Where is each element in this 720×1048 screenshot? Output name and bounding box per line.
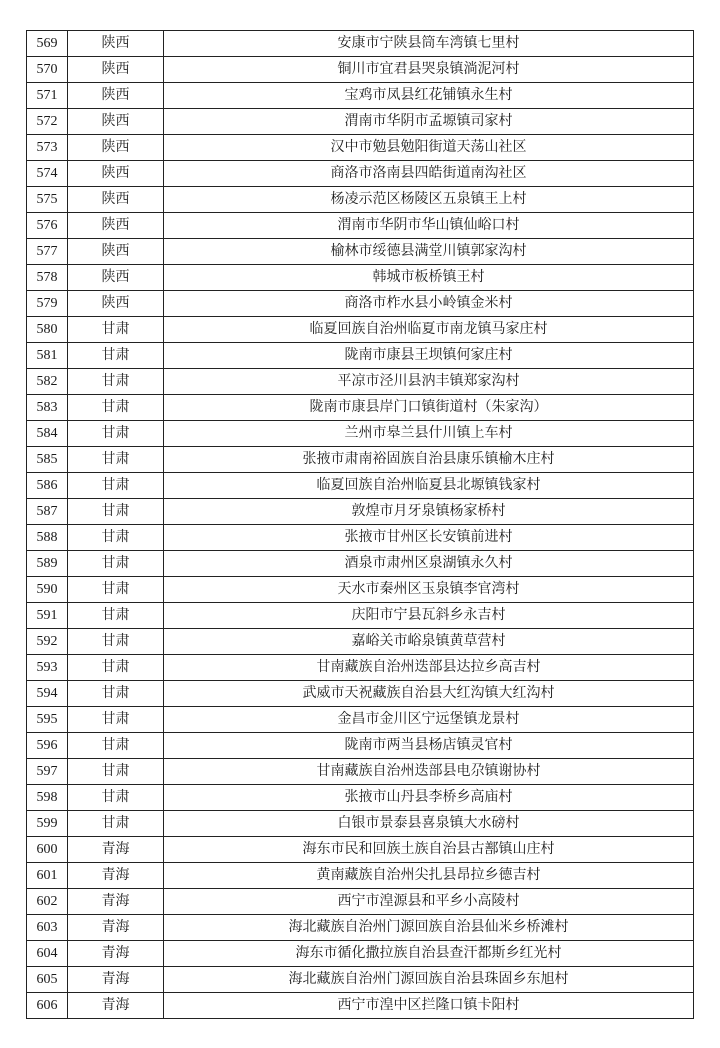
- village-name-cell: 西宁市湟中区拦隆口镇卡阳村: [164, 993, 694, 1019]
- row-number-cell: 594: [27, 681, 68, 707]
- table-row: [27, 161, 694, 187]
- row-number-cell: 591: [27, 603, 68, 629]
- village-name-cell: 陇南市康县岸门口镇街道村（朱家沟）: [164, 395, 694, 421]
- village-name-cell: 临夏回族自治州临夏市南龙镇马家庄村: [164, 317, 694, 343]
- row-number-cell: 606: [27, 993, 68, 1019]
- table-row: [27, 811, 694, 837]
- village-name-cell: 海东市民和回族土族自治县古鄯镇山庄村: [164, 837, 694, 863]
- table-row: [27, 57, 694, 83]
- village-name-cell: 张掖市甘州区长安镇前进村: [164, 525, 694, 551]
- table-row: [27, 239, 694, 265]
- village-name-cell: 酒泉市肃州区泉湖镇永久村: [164, 551, 694, 577]
- village-name-cell: 临夏回族自治州临夏县北塬镇钱家村: [164, 473, 694, 499]
- table-row: [27, 759, 694, 785]
- province-cell: 甘肃: [68, 629, 164, 655]
- province-cell: 陕西: [68, 213, 164, 239]
- village-name-cell: 海东市循化撒拉族自治县查汗都斯乡红光村: [164, 941, 694, 967]
- row-number-cell: 579: [27, 291, 68, 317]
- table-row: [27, 681, 694, 707]
- province-cell: 甘肃: [68, 421, 164, 447]
- table-row: [27, 395, 694, 421]
- table-row: [27, 187, 694, 213]
- row-number-cell: 585: [27, 447, 68, 473]
- province-cell: 甘肃: [68, 655, 164, 681]
- province-cell: 甘肃: [68, 707, 164, 733]
- village-name-cell: 商洛市柞水县小岭镇金米村: [164, 291, 694, 317]
- row-number-cell: 569: [27, 31, 68, 57]
- village-name-cell: 天水市秦州区玉泉镇李官湾村: [164, 577, 694, 603]
- row-number-cell: 573: [27, 135, 68, 161]
- village-name-cell: 白银市景泰县喜泉镇大水磅村: [164, 811, 694, 837]
- village-name-cell: 敦煌市月牙泉镇杨家桥村: [164, 499, 694, 525]
- row-number-cell: 574: [27, 161, 68, 187]
- table-row: [27, 213, 694, 239]
- village-name-cell: 铜川市宜君县哭泉镇淌泥河村: [164, 57, 694, 83]
- village-name-cell: 甘南藏族自治州迭部县达拉乡高吉村: [164, 655, 694, 681]
- table-row: [27, 967, 694, 993]
- village-name-cell: 张掖市山丹县李桥乡高庙村: [164, 785, 694, 811]
- province-cell: 青海: [68, 993, 164, 1019]
- village-name-cell: 陇南市康县王坝镇何家庄村: [164, 343, 694, 369]
- row-number-cell: 596: [27, 733, 68, 759]
- village-list-table: [26, 30, 694, 1019]
- province-cell: 甘肃: [68, 811, 164, 837]
- row-number-cell: 604: [27, 941, 68, 967]
- row-number-cell: 600: [27, 837, 68, 863]
- province-cell: 甘肃: [68, 759, 164, 785]
- row-number-cell: 572: [27, 109, 68, 135]
- province-cell: 青海: [68, 863, 164, 889]
- province-cell: 甘肃: [68, 681, 164, 707]
- village-name-cell: 渭南市华阴市孟塬镇司家村: [164, 109, 694, 135]
- table-row: [27, 473, 694, 499]
- table-row: [27, 525, 694, 551]
- table-row: [27, 369, 694, 395]
- table-row: [27, 499, 694, 525]
- village-name-cell: 安康市宁陕县筒车湾镇七里村: [164, 31, 694, 57]
- table-row: [27, 863, 694, 889]
- province-cell: 陕西: [68, 109, 164, 135]
- table-row: [27, 265, 694, 291]
- table-row: [27, 785, 694, 811]
- province-cell: 陕西: [68, 265, 164, 291]
- village-name-cell: 西宁市湟源县和平乡小高陵村: [164, 889, 694, 915]
- row-number-cell: 605: [27, 967, 68, 993]
- row-number-cell: 575: [27, 187, 68, 213]
- row-number-cell: 602: [27, 889, 68, 915]
- row-number-cell: 583: [27, 395, 68, 421]
- province-cell: 陕西: [68, 161, 164, 187]
- village-name-cell: 汉中市勉县勉阳街道天荡山社区: [164, 135, 694, 161]
- row-number-cell: 581: [27, 343, 68, 369]
- row-number-cell: 595: [27, 707, 68, 733]
- village-name-cell: 平凉市泾川县汭丰镇郑家沟村: [164, 369, 694, 395]
- row-number-cell: 577: [27, 239, 68, 265]
- table-row: [27, 551, 694, 577]
- row-number-cell: 576: [27, 213, 68, 239]
- village-name-cell: 韩城市板桥镇王村: [164, 265, 694, 291]
- row-number-cell: 593: [27, 655, 68, 681]
- row-number-cell: 590: [27, 577, 68, 603]
- row-number-cell: 570: [27, 57, 68, 83]
- village-name-cell: 渭南市华阴市华山镇仙峪口村: [164, 213, 694, 239]
- province-cell: 甘肃: [68, 395, 164, 421]
- province-cell: 甘肃: [68, 551, 164, 577]
- row-number-cell: 603: [27, 915, 68, 941]
- province-cell: 青海: [68, 915, 164, 941]
- province-cell: 甘肃: [68, 369, 164, 395]
- province-cell: 甘肃: [68, 603, 164, 629]
- row-number-cell: 580: [27, 317, 68, 343]
- province-cell: 青海: [68, 889, 164, 915]
- row-number-cell: 582: [27, 369, 68, 395]
- table-row: [27, 889, 694, 915]
- table-row: [27, 603, 694, 629]
- row-number-cell: 589: [27, 551, 68, 577]
- row-number-cell: 571: [27, 83, 68, 109]
- province-cell: 青海: [68, 941, 164, 967]
- village-name-cell: 杨凌示范区杨陵区五泉镇王上村: [164, 187, 694, 213]
- table-row: [27, 577, 694, 603]
- province-cell: 甘肃: [68, 577, 164, 603]
- row-number-cell: 578: [27, 265, 68, 291]
- table-row: [27, 343, 694, 369]
- province-cell: 甘肃: [68, 785, 164, 811]
- table-row: [27, 733, 694, 759]
- table-row: [27, 707, 694, 733]
- village-name-cell: 黄南藏族自治州尖扎县昂拉乡德吉村: [164, 863, 694, 889]
- village-name-cell: 庆阳市宁县瓦斜乡永吉村: [164, 603, 694, 629]
- province-cell: 甘肃: [68, 733, 164, 759]
- province-cell: 甘肃: [68, 343, 164, 369]
- row-number-cell: 587: [27, 499, 68, 525]
- village-name-cell: 金昌市金川区宁远堡镇龙景村: [164, 707, 694, 733]
- province-cell: 甘肃: [68, 473, 164, 499]
- row-number-cell: 592: [27, 629, 68, 655]
- table-row: [27, 317, 694, 343]
- row-number-cell: 588: [27, 525, 68, 551]
- row-number-cell: 598: [27, 785, 68, 811]
- village-name-cell: 甘南藏族自治州迭部县电尕镇谢协村: [164, 759, 694, 785]
- village-list-table-wrapper: [26, 30, 694, 1019]
- province-cell: 陕西: [68, 187, 164, 213]
- province-cell: 陕西: [68, 135, 164, 161]
- village-name-cell: 海北藏族自治州门源回族自治县仙米乡桥滩村: [164, 915, 694, 941]
- village-name-cell: 陇南市两当县杨店镇灵官村: [164, 733, 694, 759]
- row-number-cell: 601: [27, 863, 68, 889]
- table-row: [27, 941, 694, 967]
- village-name-cell: 兰州市皋兰县什川镇上车村: [164, 421, 694, 447]
- table-row: [27, 447, 694, 473]
- province-cell: 陕西: [68, 57, 164, 83]
- province-cell: 青海: [68, 837, 164, 863]
- village-name-cell: 榆林市绥德县满堂川镇郭家沟村: [164, 239, 694, 265]
- row-number-cell: 586: [27, 473, 68, 499]
- row-number-cell: 584: [27, 421, 68, 447]
- province-cell: 甘肃: [68, 499, 164, 525]
- table-row: [27, 109, 694, 135]
- village-name-cell: 宝鸡市凤县红花铺镇永生村: [164, 83, 694, 109]
- province-cell: 陕西: [68, 291, 164, 317]
- table-row: [27, 993, 694, 1019]
- province-cell: 甘肃: [68, 525, 164, 551]
- row-number-cell: 597: [27, 759, 68, 785]
- table-row: [27, 837, 694, 863]
- province-cell: 甘肃: [68, 447, 164, 473]
- table-row: [27, 291, 694, 317]
- province-cell: 青海: [68, 967, 164, 993]
- province-cell: 甘肃: [68, 317, 164, 343]
- province-cell: 陕西: [68, 31, 164, 57]
- table-body: [27, 31, 694, 1019]
- table-row: [27, 31, 694, 57]
- table-row: [27, 915, 694, 941]
- table-row: [27, 135, 694, 161]
- table-row: [27, 655, 694, 681]
- table-row: [27, 629, 694, 655]
- row-number-cell: 599: [27, 811, 68, 837]
- province-cell: 陕西: [68, 83, 164, 109]
- village-name-cell: 武威市天祝藏族自治县大红沟镇大红沟村: [164, 681, 694, 707]
- province-cell: 陕西: [68, 239, 164, 265]
- village-name-cell: 商洛市洛南县四皓街道南沟社区: [164, 161, 694, 187]
- village-name-cell: 张掖市肃南裕固族自治县康乐镇榆木庄村: [164, 447, 694, 473]
- table-row: [27, 421, 694, 447]
- village-name-cell: 海北藏族自治州门源回族自治县珠固乡东旭村: [164, 967, 694, 993]
- village-name-cell: 嘉峪关市峪泉镇黄草营村: [164, 629, 694, 655]
- table-row: [27, 83, 694, 109]
